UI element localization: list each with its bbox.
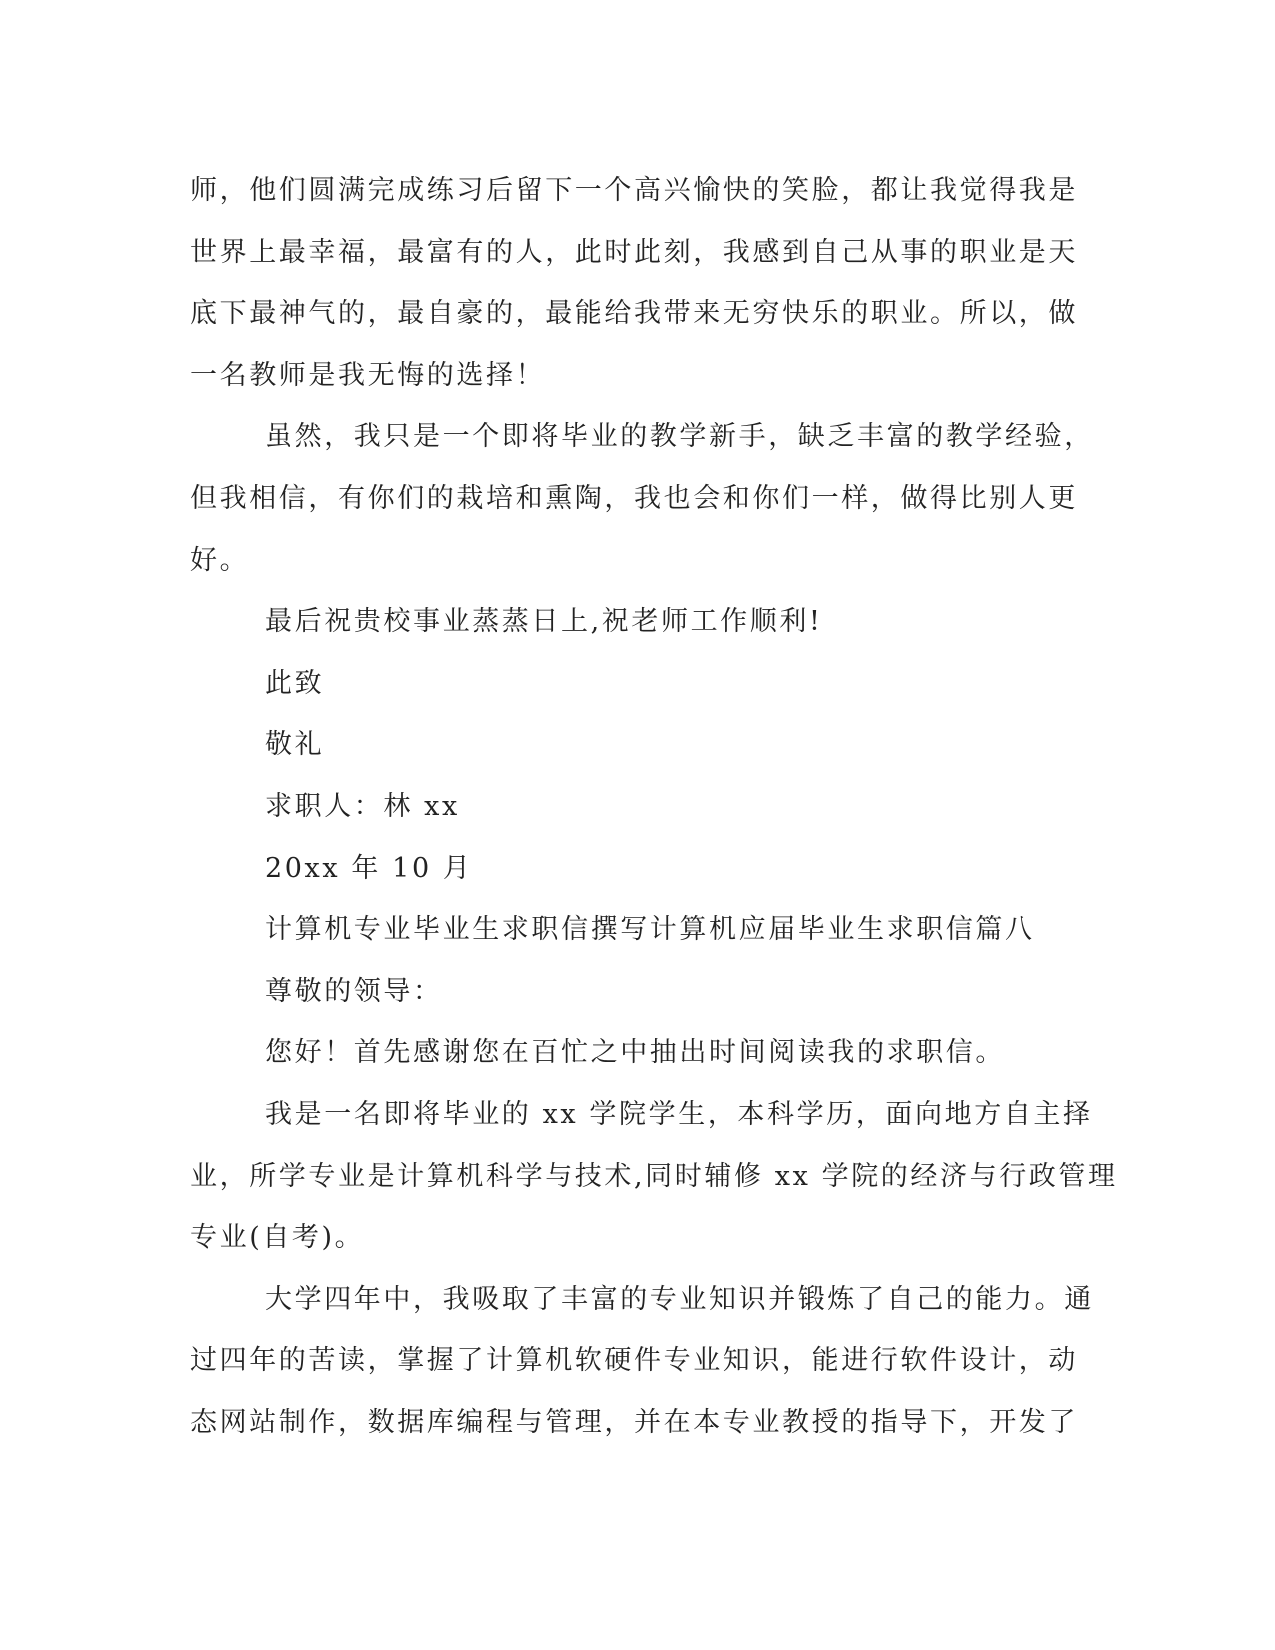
section-heading: 计算机专业毕业生求职信撰写计算机应届毕业生求职信篇八 [265,914,1035,946]
greeting-line: 尊敬的领导： [265,975,443,1007]
text-line: 好。 [190,544,250,576]
salutation-line: 敬礼 [265,729,325,761]
text-line: 但我相信，有你们的栽培和熏陶，我也会和你们一样，做得比别人更 [190,482,1078,514]
text-line: 专业(自考)。 [190,1222,365,1254]
closing-line: 此致 [265,667,325,699]
text-line: 世界上最幸福，最富有的人，此时此刻，我感到自己从事的职业是天 [190,236,1078,268]
date-line: 20xx 年 10 月 [265,852,473,884]
text-line: 虽然，我只是一个即将毕业的教学新手，缺乏丰富的教学经验， [265,421,1094,453]
text-line: 底下最神气的，最自豪的，最能给我带来无穷快乐的职业。所以，做 [190,298,1078,330]
text-line: 最后祝贵校事业蒸蒸日上,祝老师工作顺利! [265,606,823,638]
text-line: 业，所学专业是计算机科学与技术,同时辅修 xx 学院的经济与行政管理 [190,1160,1118,1192]
text-line: 您好！首先感谢您在百忙之中抽出时间阅读我的求职信。 [265,1037,1005,1069]
text-line: 师，他们圆满完成练习后留下一个高兴愉快的笑脸，都让我觉得我是 [190,175,1078,206]
signature-line: 求职人：林 xx [265,790,460,822]
text-line: 我是一名即将毕业的 xx 学院学生，本科学历，面向地方自主择 [265,1098,1093,1130]
text-line: 态网站制作，数据库编程与管理，并在本专业教授的指导下，开发了 [190,1406,1078,1438]
text-line: 大学四年中，我吸取了丰富的专业知识并锻炼了自己的能力。通 [265,1283,1094,1315]
text-line: 一名教师是我无悔的选择！ [190,359,546,391]
document-body [190,160,1118,1453]
text-line: 过四年的苦读，掌握了计算机软硬件专业知识，能进行软件设计，动 [190,1345,1078,1377]
